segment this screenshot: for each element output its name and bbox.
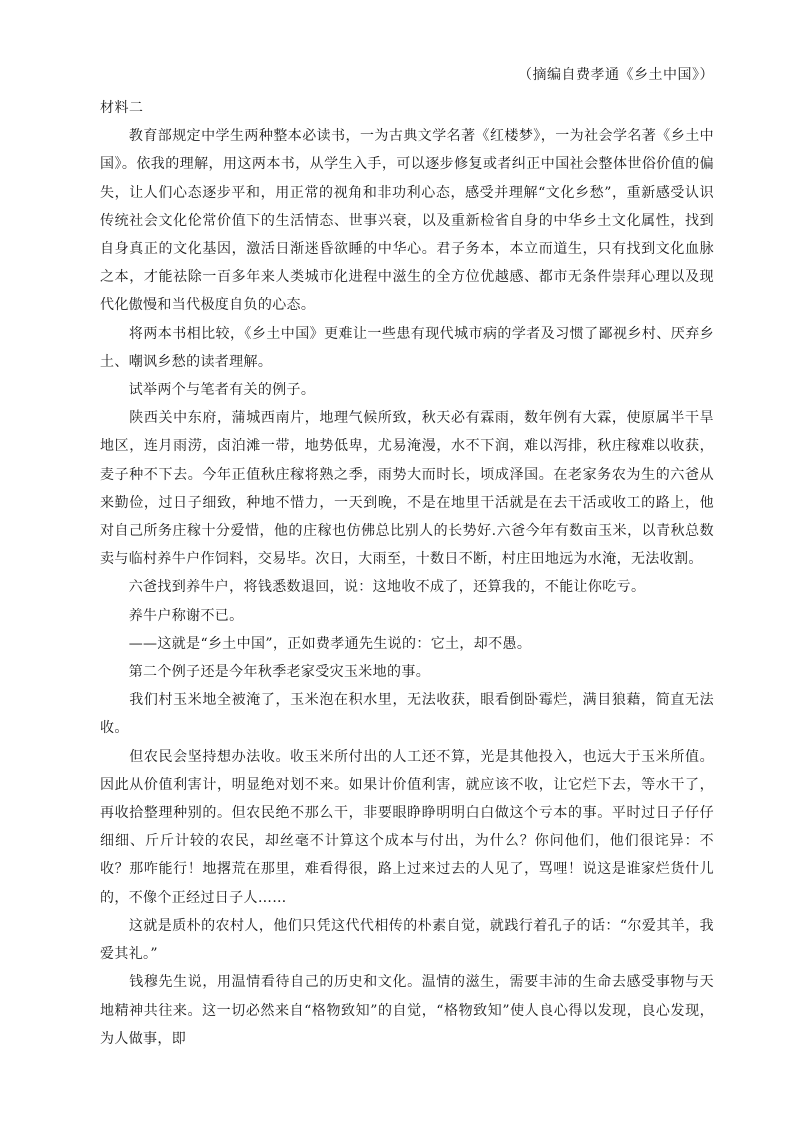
paragraph-10: 但农民会坚持想办法收。收玉米所付出的人工还不算，光是其他投入，也远大于玉米所值。因此从价值利害计，明显绝对划不来。如果计价值利害，就应该不收，让它烂下去，等水干了，再收拾整理种别的。但农民绝不那么干，非要眼睁睁明明白白做这个亏本的事。平时过日子仔仔细细、斤斤计较的农民，却丝毫不计算这个成本与付出，为什么？你问他们，他们很诧异：不收？那咋能行！地撂荒在那里，难看得很，路上过来过去的人见了，骂哩！说这是谁家烂货什儿的，不像个正经过日子人…… bbox=[100, 748, 714, 906]
paragraph-6: 养牛户称谢不已。 bbox=[100, 607, 244, 624]
paragraph-8: 第二个例子还是今年秋季老家受灾玉米地的事。 bbox=[100, 664, 431, 681]
paragraph-9: 我们村玉米地全被淹了，玉米泡在积水里，无法收获，眼看倒卧霉烂，满目狼藉，简直无法收。 bbox=[100, 692, 714, 737]
paragraph-3: 试举两个与笔者有关的例子。 bbox=[100, 382, 316, 399]
paragraph-1: 教育部规定中学生两种整本必读书，一为古典文学名著《红楼梦》，一为社会学名著《乡土中国》。依我的理解，用这两本书，从学生入手，可以逐步修复或者纠正中国社会整体世俗价值的偏失，让人们心态逐步平和，用正常的视角和非功利心态，感受并理解“文化乡愁”，重新感受认识传统社会文化伦常价值下的生活情态、世事兴衰，以及重新检省自身的中华乡土文化属性，找到自身真正的文化基因，激活日渐迷昏欲睡的中华心。君子务本，本立而道生，只有找到文化血脉之本，才能祛除一百多年来人类城市化进程中滋生的全方位优越感、都市无条件崇拜心理以及现代化傲慢和当代极度自负的心态。 bbox=[100, 128, 714, 314]
paragraph-2: 将两本书相比较，《乡土中国》更难让一些患有现代城市病的学者及习惯了鄙视乡村、厌弃乡土、嘲讽乡愁的读者理解。 bbox=[100, 325, 714, 370]
paragraph-11: 这就是质朴的农村人，他们只凭这代代相传的朴素自觉，就践行着孔子的话：“尔爱其羊，我爱其礼。” bbox=[100, 917, 714, 963]
source-note: （摘编自费孝通《乡土中国》） bbox=[518, 67, 714, 83]
section-title: 材料二 bbox=[100, 100, 144, 116]
paragraph-12: 钱穆先生说，用温情看待自己的历史和文化。温情的滋生，需要丰沛的生命去感受事物与天地精神共往来。这一切必然来自“格物致知”的自觉，“格物致知”使人良心得以发现，良心发现，为人做事，即 bbox=[100, 974, 714, 1047]
paragraph-4: 陕西关中东府，蒲城西南片，地理气候所致，秋天必有霖雨，数年例有大霖，使原属半干旱地区，连月雨涝，卤泊滩一带，地势低卑，尤易淹漫，水不下润，难以泻排，秋庄稼难以收获，麦子种不下去。今年正值秋庄稼将熟之季，雨势大而时长，顷成泽国。在老家务农为生的六爸从来勤俭，过日子细致，种地不惜力，一天到晚，不是在地里干活就是在去干活或收工的路上，他对自己所务庄稼十分爱惜，他的庄稼也仿佛总比别人的长势好.六爸今年有数亩玉米，以青秋总数卖与临村养牛户作饲料，交易毕。次日，大雨至，十数日不断，村庄田地远为水淹，无法收割。 bbox=[100, 410, 714, 568]
paragraph-5: 六爸找到养牛户，将钱悉数退回，说：这地收不成了，还算我的，不能让你吃亏。 bbox=[100, 579, 646, 596]
paragraph-7: ——这就是“乡土中国”，正如费孝通先生说的：它土，却不愚。 bbox=[100, 635, 532, 652]
document-body bbox=[100, 64, 714, 1053]
